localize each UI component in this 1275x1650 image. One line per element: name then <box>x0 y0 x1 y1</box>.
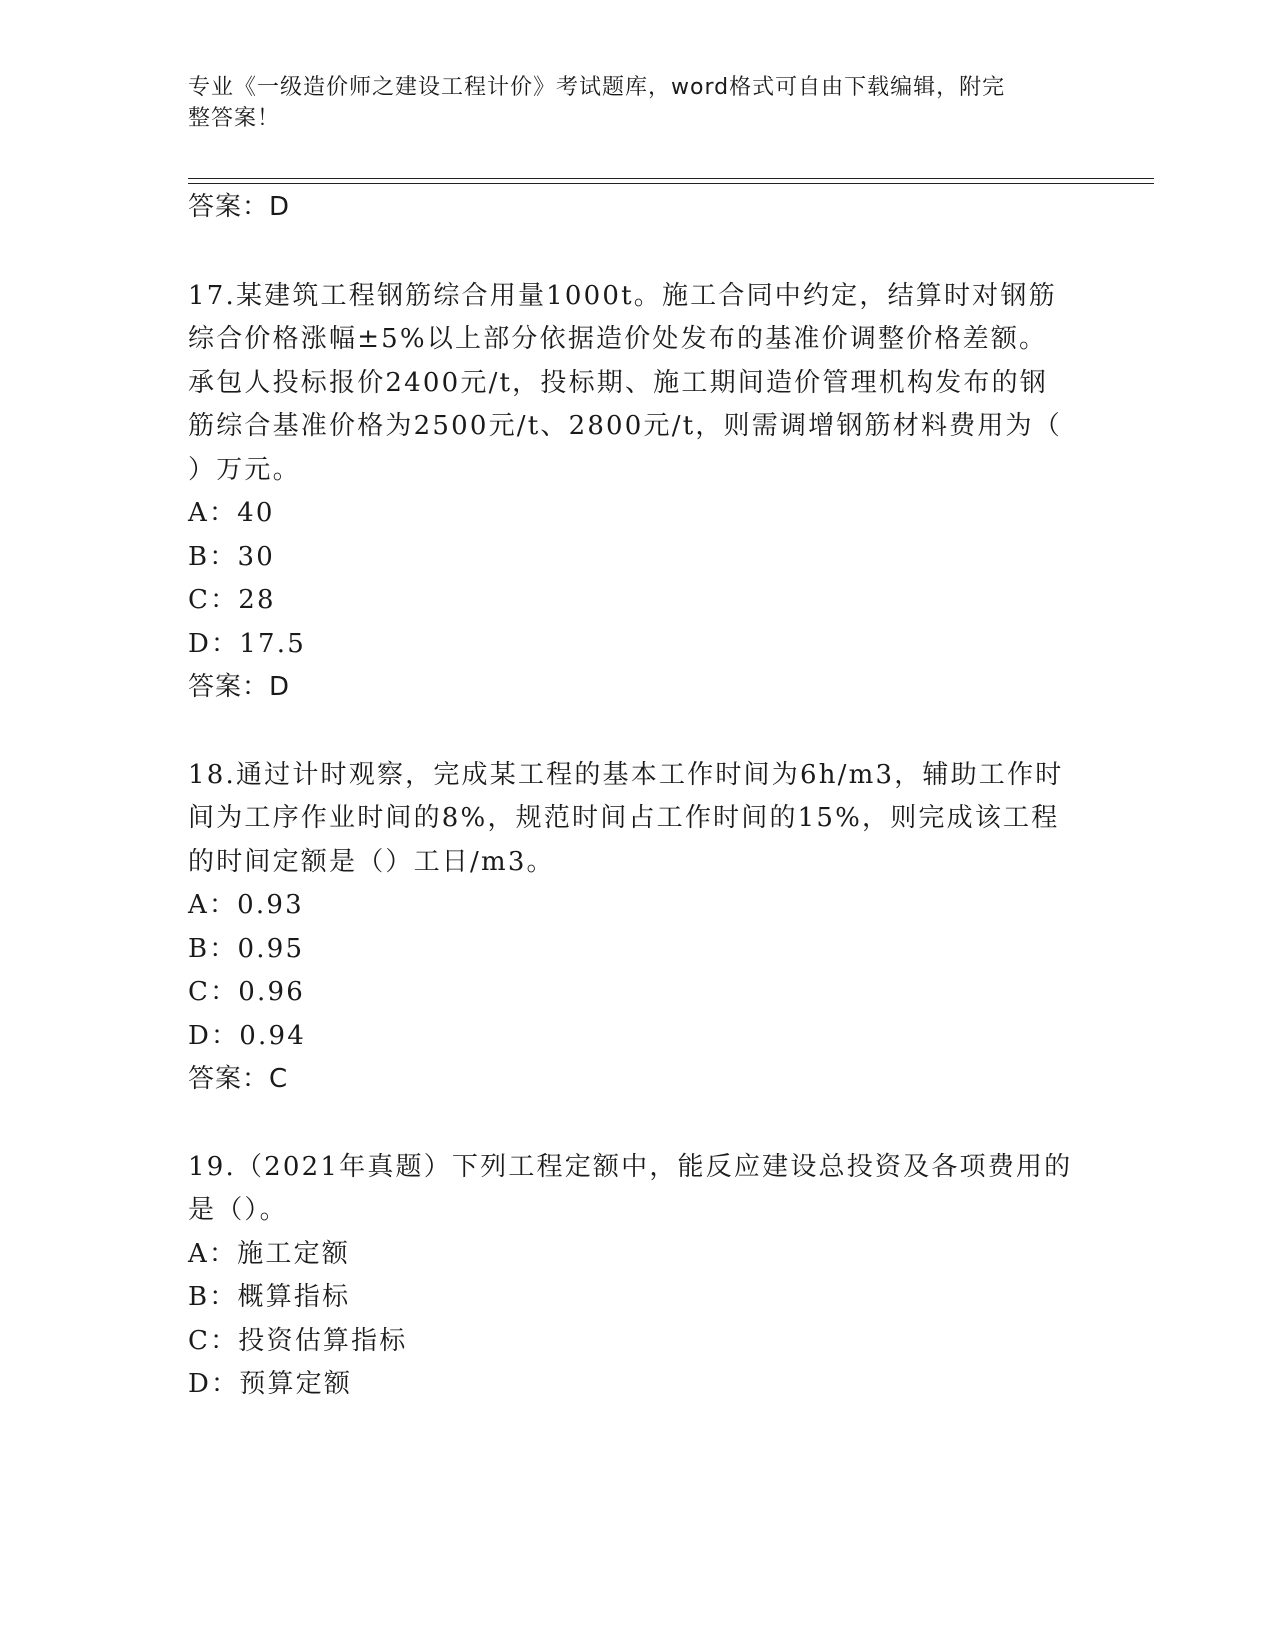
q19-option-c: C：投资估算指标 <box>188 1326 408 1356</box>
q19-option-a: A：施工定额 <box>188 1239 350 1269</box>
q17-line-2: 综合价格涨幅±5%以上部分依据造价处发布的基准价调整价格差额。 <box>188 324 1048 354</box>
q17-option-c: C：28 <box>188 585 276 615</box>
q17-answer: 答案：D <box>188 672 291 702</box>
q18-line-2: 间为工序作业时间的8%，规范时间占工作时间的15%，则完成该工程 <box>188 803 1060 833</box>
q18-option-d: D：0.94 <box>188 1021 306 1051</box>
q18-answer: 答案：C <box>188 1064 289 1094</box>
header-line-2: 整答案！ <box>188 106 281 131</box>
q18-line-3: 的时间定额是（）工日/m3。 <box>188 847 555 877</box>
header-divider-top <box>188 178 1154 179</box>
q17-option-b: B：30 <box>188 542 275 572</box>
q19-option-d: D：预算定额 <box>188 1369 353 1399</box>
header-divider-bottom <box>188 183 1154 184</box>
q19-line-2: 是（）。 <box>188 1195 288 1225</box>
q17-option-a: A：40 <box>188 498 275 528</box>
header-line-1: 专业《一级造价师之建设工程计价》考试题库，word格式可自由下载编辑，附完 <box>188 75 1006 100</box>
q17-line-3: 承包人投标报价2400元/t，投标期、施工期间造价管理机构发布的钢 <box>188 368 1048 398</box>
q17-option-d: D：17.5 <box>188 629 306 659</box>
q18-line-1: 18.通过计时观察，完成某工程的基本工作时间为6h/m3，辅助工作时 <box>188 760 1064 790</box>
q17-line-1: 17.某建筑工程钢筋综合用量1000t。施工合同中约定，结算时对钢筋 <box>188 281 1057 311</box>
q19-option-b: B：概算指标 <box>188 1282 351 1312</box>
q19-line-1: 19.（2021年真题）下列工程定额中，能反应建设总投资及各项费用的 <box>188 1152 1073 1182</box>
previous-answer: 答案：D <box>188 192 291 222</box>
q18-option-b: B：0.95 <box>188 934 305 964</box>
q17-line-4: 筋综合基准价格为2500元/t、2800元/t，则需调增钢筋材料费用为（ <box>188 411 1062 441</box>
q17-line-5: ）万元。 <box>188 455 301 485</box>
q18-option-a: A：0.93 <box>188 890 304 920</box>
q18-option-c: C：0.96 <box>188 977 305 1007</box>
document-header <box>188 72 1068 134</box>
